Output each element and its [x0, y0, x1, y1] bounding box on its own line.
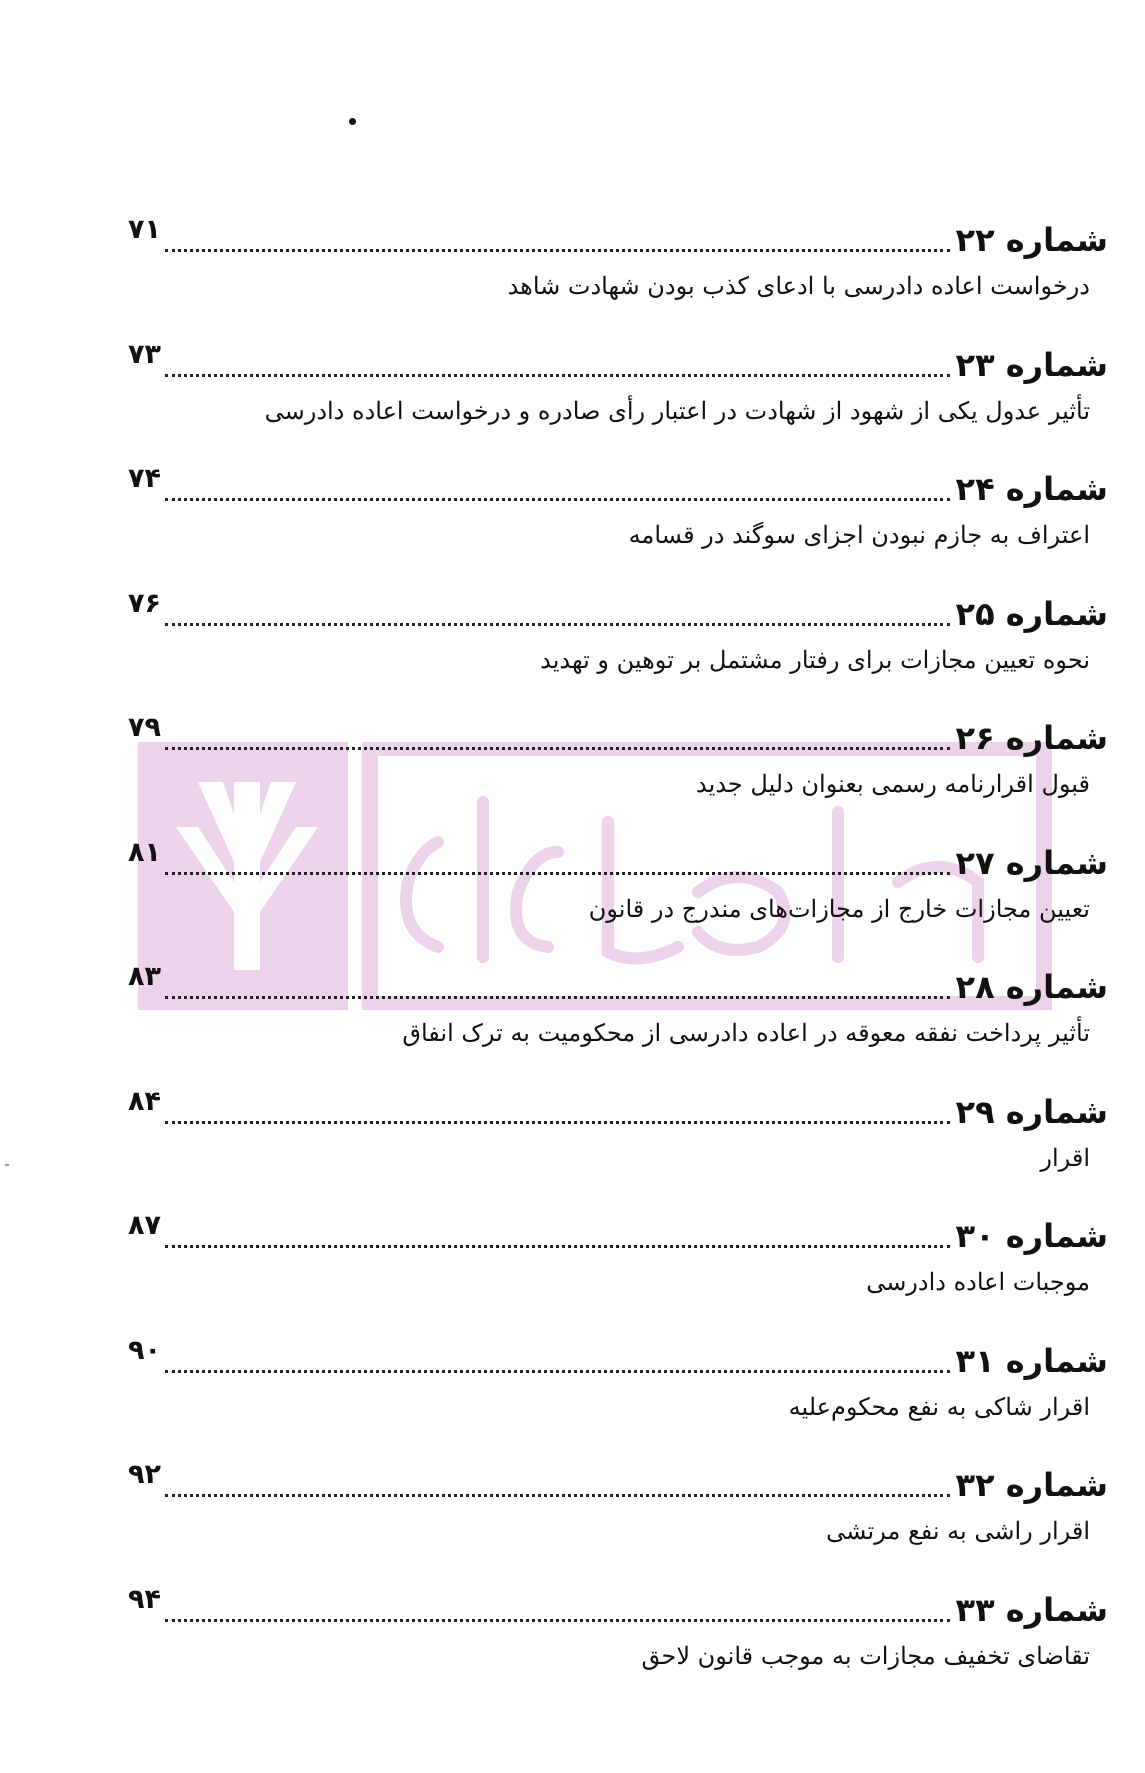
dot-leader — [165, 1244, 950, 1248]
toc-entry[interactable] — [128, 833, 1108, 958]
toc-entry-description: اقرار — [1040, 1143, 1090, 1172]
dot-leader — [165, 871, 950, 875]
dot-leader — [165, 1120, 950, 1124]
toc-entry[interactable] — [128, 335, 1108, 460]
page-mark-dot — [349, 118, 356, 125]
toc-entry-title: شماره ۲۸ — [955, 968, 1108, 1006]
toc-page-number: ۸۷ — [128, 1210, 161, 1241]
toc-entry[interactable] — [128, 459, 1108, 584]
toc-entry[interactable] — [128, 1455, 1108, 1580]
toc-page-number: ۸۴ — [128, 1085, 161, 1117]
dot-leader — [165, 995, 950, 999]
dot-leader — [165, 746, 950, 750]
toc-page-number: ۸۱ — [128, 836, 161, 868]
toc-entry-line — [128, 957, 1108, 1009]
toc-entry-title: شماره ۲۲ — [955, 221, 1108, 259]
toc-page-number: ۷۱ — [128, 214, 161, 245]
toc-entry-description: نحوه تعیین مجازات برای رفتار مشتمل بر توهین و تهدید — [540, 645, 1090, 674]
toc-page-number: ۷۴ — [128, 463, 161, 494]
toc-entry-description: قبول اقرارنامه رسمی بعنوان دلیل جدید — [696, 770, 1090, 798]
toc-entry-title: شماره ۳۰ — [955, 1217, 1108, 1255]
toc-entry-description: تأثیر پرداخت نفقه معوقه در اعاده دادرسی از محکومیت به ترک انفاق — [402, 1019, 1090, 1047]
toc-entry[interactable] — [128, 708, 1108, 833]
toc-entry-description: تقاضای تخفیف مجازات به موجب قانون لاحق — [641, 1641, 1090, 1670]
toc-entry-line — [128, 584, 1108, 636]
toc-entry-title: شماره ۲۵ — [955, 594, 1108, 633]
toc-entry-description: درخواست اعاده دادرسی با ادعای کذب بودن شهادت شاهد — [507, 272, 1090, 300]
toc-entry-line — [128, 833, 1108, 885]
toc-entry-title: شماره ۲۳ — [955, 345, 1108, 384]
toc-entry-title: شماره ۲۹ — [955, 1092, 1108, 1131]
toc-entry-title: شماره ۳۱ — [955, 1341, 1108, 1380]
margin-mark — [5, 1164, 9, 1166]
toc-entry-line — [128, 210, 1108, 262]
dot-leader — [165, 373, 950, 377]
toc-entry-title: شماره ۲۴ — [955, 470, 1108, 508]
toc-entry[interactable] — [128, 1206, 1108, 1331]
toc-entry-description: تأثیر عدول یکی از شهود از شهادت در اعتبار رأی صادره و درخواست اعاده دادرسی — [264, 396, 1090, 425]
toc-page-number: ۹۰ — [128, 1334, 161, 1366]
dot-leader — [165, 497, 950, 501]
toc-entry-description: موجبات اعاده دادرسی — [866, 1268, 1090, 1296]
toc-entry-title: شماره ۳۲ — [955, 1466, 1108, 1504]
dot-leader — [165, 1493, 950, 1497]
toc-page-number: ۷۳ — [128, 338, 161, 370]
dot-leader — [165, 622, 950, 626]
toc-page-number: ۹۲ — [128, 1459, 161, 1490]
toc-entry[interactable] — [128, 1082, 1108, 1207]
toc-page-number: ۷۹ — [128, 712, 161, 743]
toc-entry-title: شماره ۲۷ — [955, 843, 1108, 882]
toc-page-number: ۹۴ — [128, 1583, 161, 1615]
toc-entry[interactable] — [128, 957, 1108, 1082]
toc-entry-line — [128, 1206, 1108, 1258]
toc-entry-description: اعتراف به جازم نبودن اجزای سوگند در قسامه — [628, 521, 1090, 549]
table-of-contents — [128, 210, 1108, 1704]
toc-entry-line — [128, 1580, 1108, 1632]
toc-entry-line — [128, 335, 1108, 387]
toc-entry-title: شماره ۳۳ — [955, 1590, 1108, 1629]
dot-leader — [165, 248, 950, 252]
toc-page-number: ۸۳ — [128, 961, 161, 992]
toc-page-number: ۷۶ — [128, 587, 161, 619]
toc-entry-line — [128, 708, 1108, 760]
toc-entry[interactable] — [128, 210, 1108, 335]
toc-entry-description: تعیین مجازات خارج از مجازات‌های مندرج در قانون — [588, 894, 1090, 923]
toc-entry-line — [128, 459, 1108, 511]
toc-entry[interactable] — [128, 1331, 1108, 1456]
toc-entry-description: اقرار راشی به نفع مرتشی — [826, 1517, 1090, 1545]
toc-entry[interactable] — [128, 1580, 1108, 1705]
toc-entry-title: شماره ۲۶ — [955, 719, 1108, 757]
dot-leader — [165, 1369, 950, 1373]
toc-entry-line — [128, 1331, 1108, 1383]
toc-entry-description: اقرار شاکی به نفع محکوم‌علیه — [788, 1392, 1090, 1421]
dot-leader — [165, 1618, 950, 1622]
toc-entry-line — [128, 1082, 1108, 1134]
toc-entry-line — [128, 1455, 1108, 1507]
toc-entry[interactable] — [128, 584, 1108, 709]
